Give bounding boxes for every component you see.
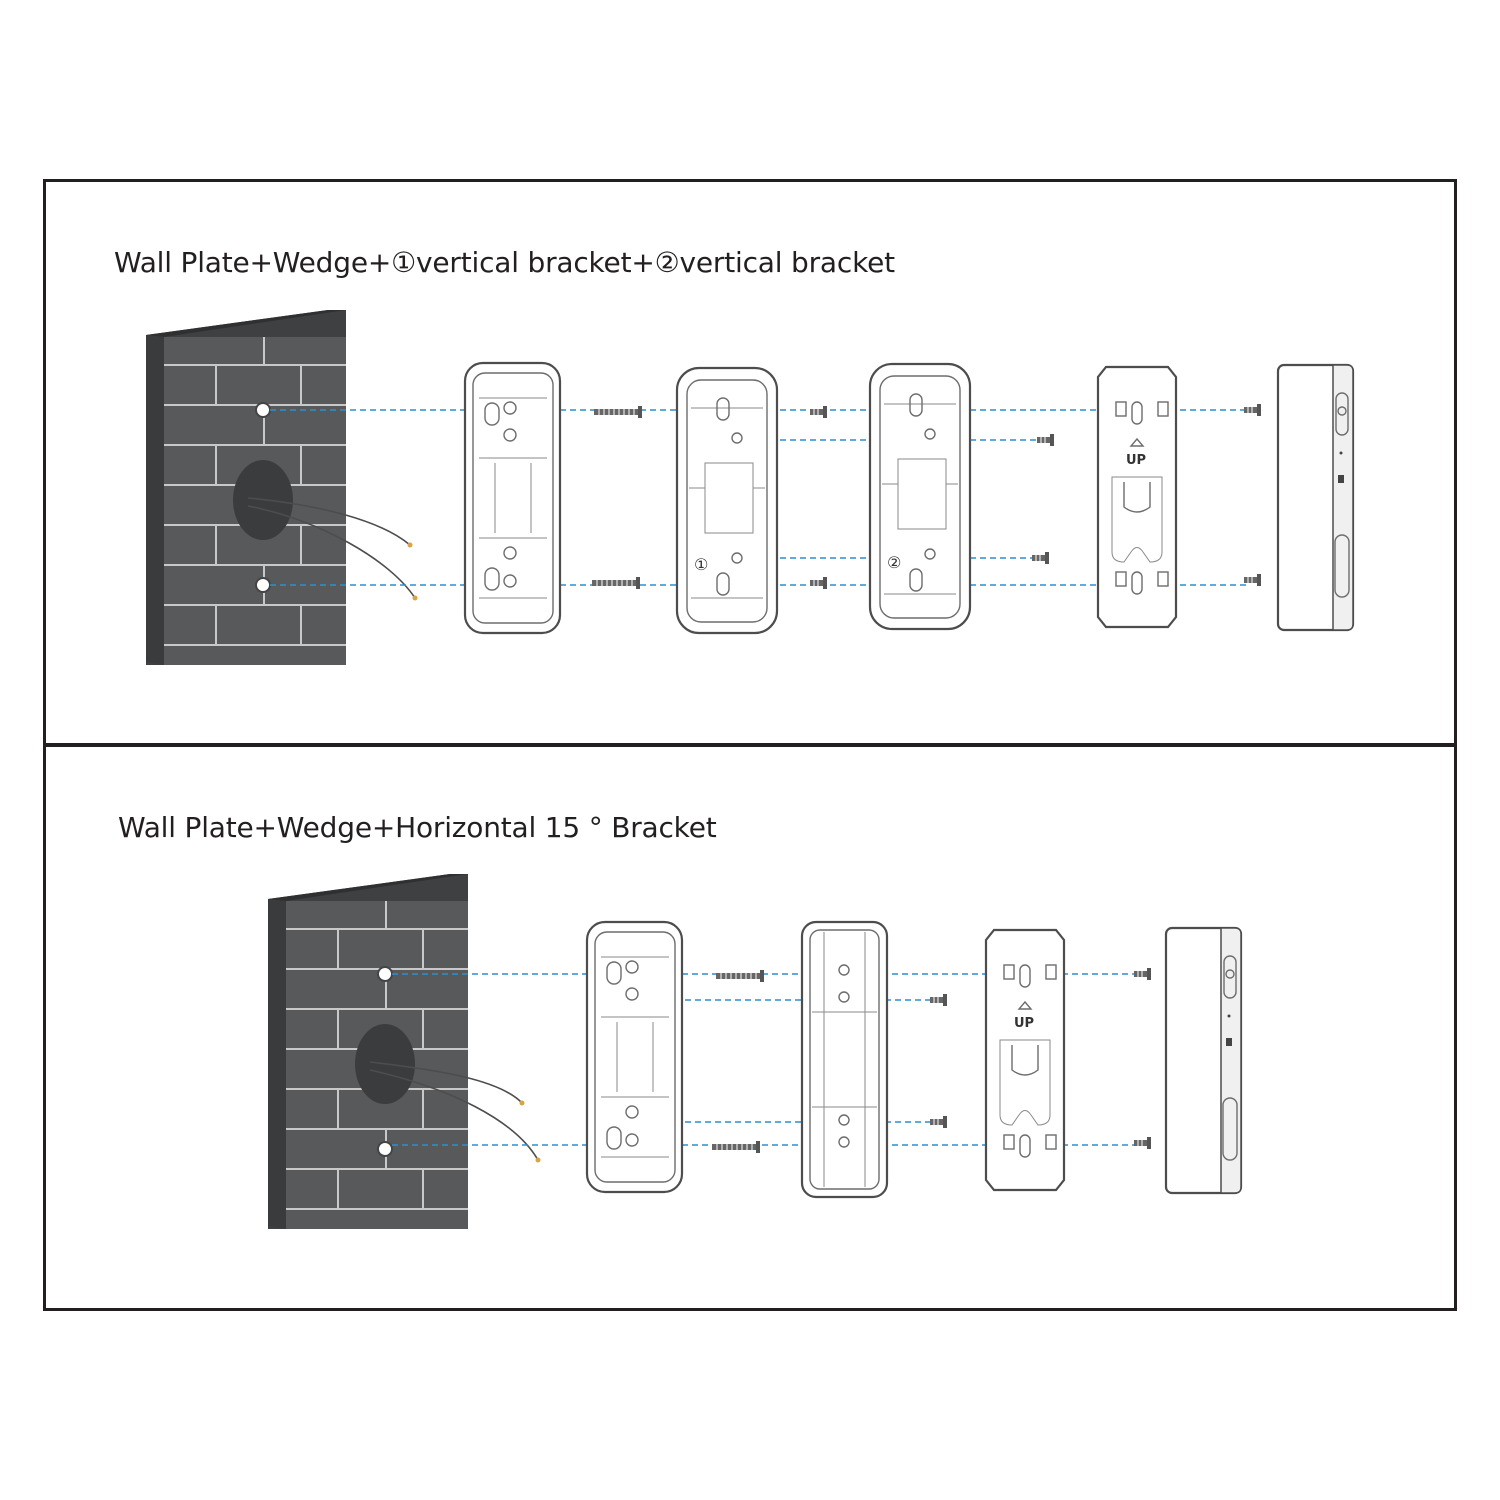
brick-wall-icon: [146, 310, 346, 665]
up-label: UP: [1126, 453, 1147, 468]
wedge: [587, 922, 682, 1192]
mounting-plate: [986, 930, 1064, 1190]
screw-icon: [712, 1141, 760, 1153]
wedge: [465, 363, 560, 633]
screw-icon: [1032, 552, 1049, 564]
screw-icon: [810, 577, 827, 589]
bracket-icon: [802, 922, 887, 1197]
panel-title: Wall Plate+Wedge+Horizontal 15 ° Bracket: [118, 811, 717, 844]
screw-icon: [1244, 404, 1261, 416]
bracket-icon: [870, 364, 970, 629]
doorbell-icon: [1166, 928, 1241, 1193]
bracket-icon: [677, 368, 777, 633]
screw-icon: [1037, 434, 1054, 446]
doorbell-icon: [1278, 365, 1353, 630]
screw-icon: [810, 406, 827, 418]
screw-icon: [1134, 1137, 1151, 1149]
screw-icon: [930, 994, 947, 1006]
screw-icon: [592, 577, 640, 589]
bracket-marker-2: ②: [887, 553, 902, 572]
screw-icon: [930, 1116, 947, 1128]
top-assembly: [146, 310, 1353, 665]
screw-icon: [1134, 968, 1151, 980]
mounting-plate: [1098, 367, 1176, 627]
screw-icon: [594, 406, 642, 418]
brick-wall-icon: [268, 874, 468, 1229]
bottom-assembly: [268, 874, 1241, 1229]
bracket-marker-1: ①: [694, 555, 709, 574]
screw-icon: [716, 970, 764, 982]
screw-icon: [1244, 574, 1261, 586]
panel-title: Wall Plate+Wedge+①vertical bracket+②vertical bracket: [114, 246, 895, 279]
up-label: UP: [1014, 1016, 1035, 1031]
